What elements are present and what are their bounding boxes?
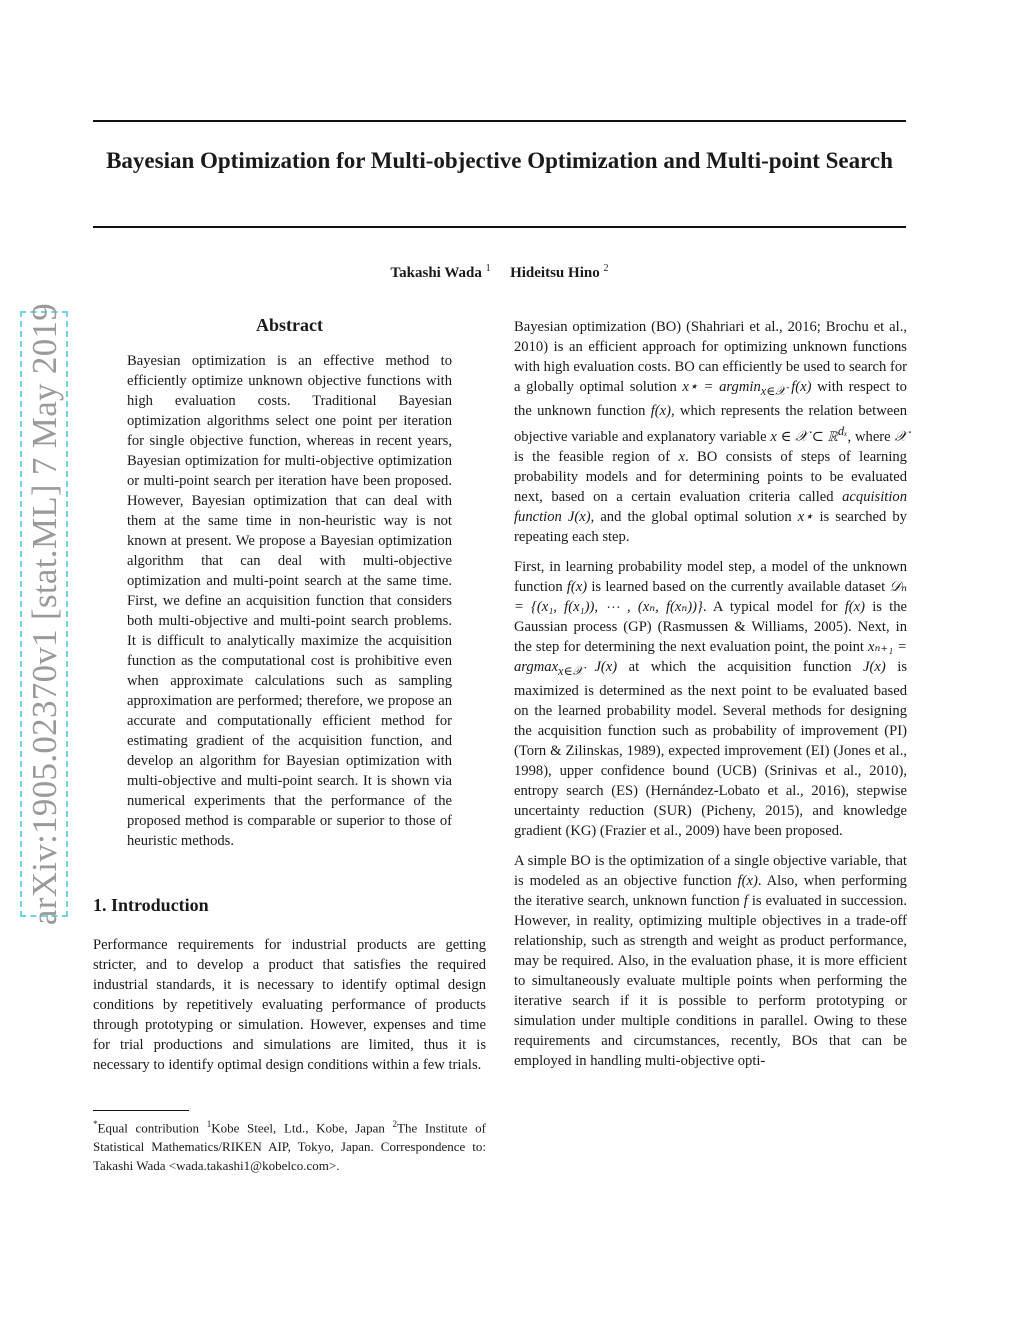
arxiv-identifier[interactable]: arXiv:1905.02370v1 [stat.ML] 7 May 2019 bbox=[25, 302, 64, 926]
paper-title: Bayesian Optimization for Multi-objective Optimization and Multi-point Search bbox=[106, 148, 893, 173]
intro-paragraph-1: Performance requirements for industrial products are getting stricter, and to develop a product that satisfies the required industrial standards, it is necessary to identify optimal design conditions by repetitively evaluating performance of products through prototyping or simulation. However, expenses and time for trial productions and simulations are limited, thus it is necessary to identify optimal design conditions within a few trials. bbox=[93, 937, 486, 1073]
title-top-rule bbox=[93, 120, 906, 122]
right-column bbox=[514, 317, 907, 1081]
author-list bbox=[93, 263, 906, 282]
author-affiliation-mark: 2 bbox=[603, 263, 609, 274]
author-affiliation-mark: 1 bbox=[485, 263, 491, 274]
section-heading-introduction: 1. Introduction bbox=[93, 895, 209, 915]
footnote: *Equal contribution $^1$Kobe Steel, Ltd., Kobe, Japan $^2$The Institute of Statistical Mathematics/RIKEN AIP, Tokyo, Japan. Correspondence to: Takashi Wada <wada.takashi1@kobelco.com>. bbox=[93, 1119, 487, 1174]
intro-paragraph-4: A simple BO is the optimization of a single objective variable, that is modeled as an objective function f(x). Also, when performing the iterative search, unknown function f is evaluated in succession. However, in reality, optimizing multiple objectives in a trade-off relationship, such as strength and weight as product performance, may be required. Also, in the evaluation phase, it is more efficient to simultaneously evaluate multiple points when performing the iterative search if it is possible to perform prototyping or simulation under multiple conditions in parallel. Owing to these requirements and circumstances, recently, BOs that can be employed in handling multi-objective opti- bbox=[514, 852, 908, 1069]
title-bottom-rule bbox=[93, 226, 906, 228]
intro-paragraph-3: First, in learning probability model step, a model of the unknown function f(x) is learned based on the currently available dataset 𝒟ₙ = {(x₁, f(x₁)), ⋯ , (xₙ, f(xₙ))}. A typical model for f(x) is the Gaussian process (GP) (Rasmussen & Williams, 2005). Next, in the step for determining the next evaluation point, the point xₙ₊₁ = argmax$_{x\in 𝒳}$ J(x) at which the acquisition function J(x) is maximized is determined as the next point to be evaluated based on the learned probability model. Several methods for designing the acquisition function such as probability of improvement (PI) (Torn & Zilinskas, 1989), expected improvement (EI) (Jones et al., 1998), upper confidence bound (UCB) (Srinivas et al., 2010), entropy search (ES) (Hernández-Lobato et al., 2016), stepwise uncertainty reduction (SUR) (Picheny, 2015), and knowledge gradient (KG) (Frazier et al., 2009) have been proposed. bbox=[514, 558, 908, 839]
author-name: Hideitsu Hino bbox=[510, 265, 600, 281]
abstract-body: Bayesian optimization is an effective method to efficiently optimize unknown objective functions with high evaluation costs. Traditional Bayesian optimization algorithms select one point per iteration for single objective function, whereas in recent years, Bayesian optimization for multi-objective optimization or multi-point search per iteration have been proposed. However, Bayesian optimization that can deal with them at the same time in non-heuristic way is not known at present. We propose a Bayesian optimization algorithm that can deal with multi-objective optimization and multi-point search at the same time. First, we define an acquisition function that considers both multi-objective and multi-point search problems. It is difficult to analytically maximize the acquisition function as the computational cost is prohibitive even when approximate calculations such as sampling approximation are performed; therefore, we propose an accurate and computationally efficient method for estimating gradient of the acquisition function, and develop an algorithm for Bayesian optimization with multi-objective and multi-point search. It is shown via numerical experiments that the performance of the proposed method is comparable or superior to those of heuristic methods. bbox=[127, 353, 452, 849]
intro-paragraph-2: Bayesian optimization (BO) (Shahriari et al., 2016; Brochu et al., 2010) is an efficient approach for optimizing unknown functions with high evaluation costs. BO can efficiently be used to search for a globally optimal solution x⋆ = argmin$_{x\in 𝒳}$ f(x) with respect to the unknown function f(x), which represents the relation between objective variable and explanatory variable x ∈ 𝒳 ⊂ ℝ$^{d_x}$, where 𝒳 is the feasible region of x. BO consists of steps of learning probability models and for determining points to be evaluated next, based on a certain evaluation criteria called acquisition function J(x), and the global optimal solution x⋆ is searched by repeating each step. bbox=[514, 319, 907, 545]
footnote-rule bbox=[93, 1110, 189, 1111]
author-name: Takashi Wada bbox=[390, 265, 482, 281]
abstract-heading: Abstract bbox=[256, 315, 323, 335]
left-column bbox=[93, 313, 486, 1075]
